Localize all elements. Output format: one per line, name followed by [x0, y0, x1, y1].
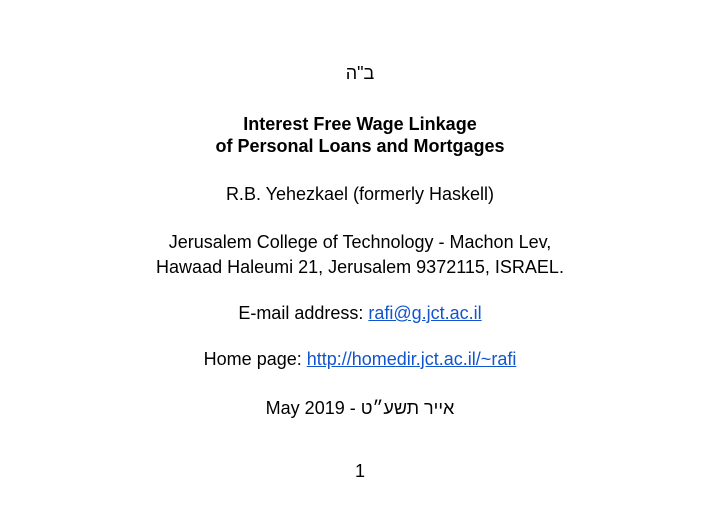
email-line — [0, 302, 720, 324]
date-line — [0, 397, 720, 419]
date-gregorian: May 2019 — [265, 398, 345, 418]
blessing-header: ב"ה — [345, 63, 375, 83]
affiliation-line-1: Jerusalem College of Technology - Machon Lev, — [168, 232, 552, 252]
homepage-line — [0, 348, 720, 370]
homepage-label: Home page: — [203, 349, 307, 369]
title-line-2: of Personal Loans and Mortgages — [215, 136, 505, 156]
page-number: 1 — [354, 461, 365, 481]
date-separator: - — [344, 398, 361, 418]
title-line-1: Interest Free Wage Linkage — [243, 114, 477, 134]
date-hebrew: אייר תשע״ט — [360, 398, 455, 418]
affiliation-line-2: Hawaad Haleumi 21, Jerusalem 9372115, ISRAEL. — [156, 257, 564, 277]
homepage-link[interactable]: http://homedir.jct.ac.il/~rafi — [306, 349, 517, 369]
email-label: E-mail address: — [238, 303, 369, 323]
email-link[interactable]: rafi@g.jct.ac.il — [368, 303, 482, 323]
author: R.B. Yehezkael (formerly Haskell) — [225, 184, 495, 204]
